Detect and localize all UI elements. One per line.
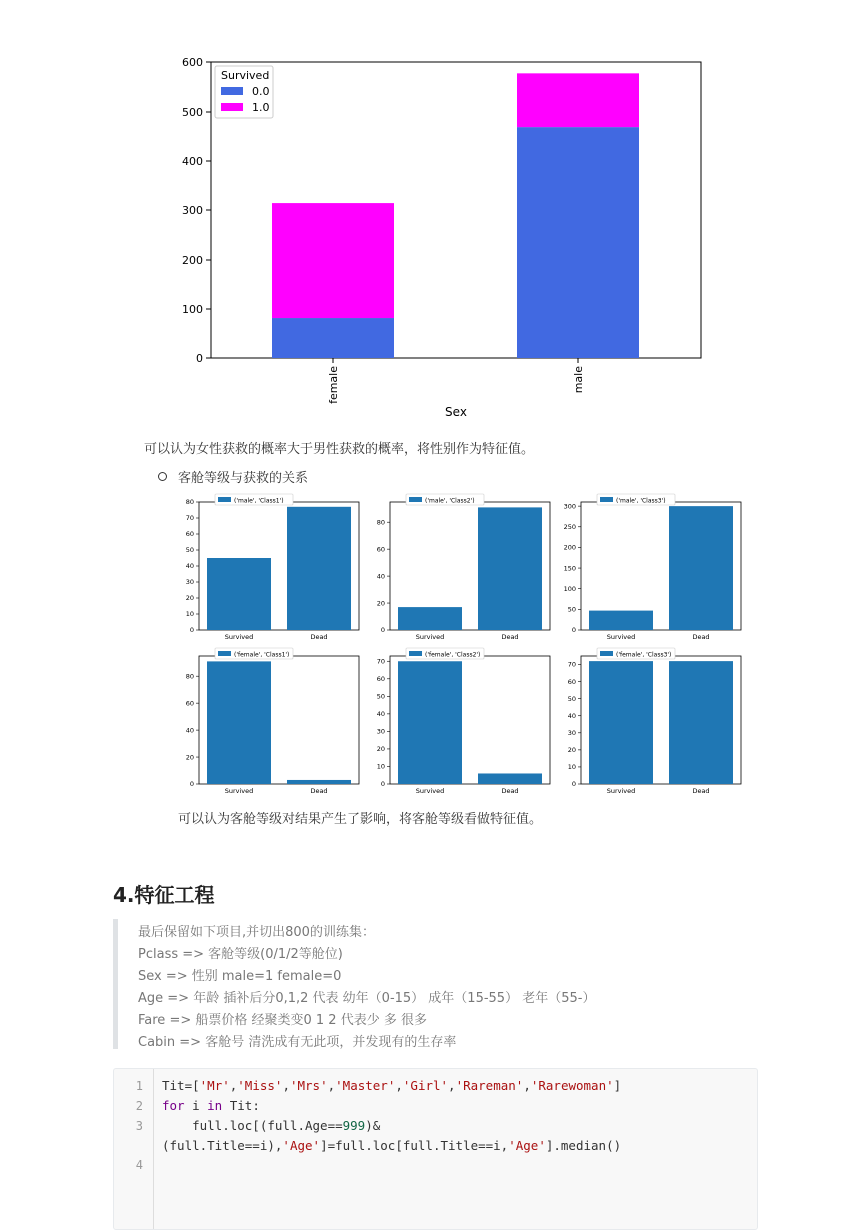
small-xtick: Survived: [224, 633, 254, 641]
quote-line: Fare => 船票价格 经聚类变0 1 2 代表少 多 很多: [138, 1013, 427, 1028]
legend-label-0: 0.0: [252, 85, 270, 98]
small-legend-swatch: [409, 497, 422, 502]
small-ytick: 20: [567, 746, 576, 755]
small-bar: [287, 780, 351, 784]
y-axis: [182, 56, 211, 365]
small-ytick: 30: [185, 578, 194, 587]
ytick: 500: [182, 106, 203, 119]
quote-line: Age => 年龄 插补后分0,1,2 代表 幼年（0-15） 成年（15-55） 老年（55-）: [138, 991, 596, 1006]
survival-by-sex-chart: [0, 0, 868, 430]
small-ytick: 20: [185, 753, 194, 762]
small-ytick: 60: [567, 677, 576, 686]
small-ytick: 80: [376, 518, 385, 527]
small-ytick: 70: [376, 657, 385, 666]
small-ytick: 150: [563, 564, 576, 573]
small-legend-swatch: [218, 497, 231, 502]
small-ytick: 70: [185, 514, 194, 523]
small-bar: [398, 607, 462, 630]
code-line-1: Tit=['Mr','Miss','Mrs','Master','Girl','Rareman','Rarewoman']: [162, 1078, 622, 1093]
code-line-3: full.loc[(full.Age==999)&: [162, 1118, 381, 1133]
line-number: 4: [135, 1158, 143, 1172]
small-ytick: 200: [563, 543, 576, 552]
small-bar: [669, 661, 733, 784]
small-ytick: 60: [185, 530, 194, 539]
conclusion-sex: 可以认为女性获救的概率大于男性获救的概率，将性别作为特征值。: [144, 442, 535, 457]
bars: [272, 73, 639, 358]
small-ytick: 10: [376, 762, 385, 771]
small-legend-label: ('female', 'Class3'): [616, 651, 672, 659]
ytick: 100: [182, 303, 203, 316]
small-legend-swatch: [600, 497, 613, 502]
quote-line: Sex => 性别 male=1 female=0: [138, 969, 342, 984]
small-ytick: 100: [563, 584, 576, 593]
small-bar: [398, 661, 462, 784]
small-xtick: Dead: [310, 633, 328, 641]
small-ytick: 60: [376, 545, 385, 554]
small-ytick: 30: [376, 727, 385, 736]
quote-line: Pclass => 客舱等级(0/1/2等舱位): [138, 947, 343, 962]
small-legend-swatch: [409, 651, 422, 656]
small-ytick: 20: [185, 594, 194, 603]
small-bar: [207, 661, 271, 784]
line-number: 1: [135, 1079, 143, 1093]
xtick-male: male: [572, 366, 585, 394]
ytick: 300: [182, 204, 203, 217]
small-ytick: 50: [567, 694, 576, 703]
bar-female-1: [272, 203, 394, 318]
small-xtick: Survived: [224, 787, 254, 795]
legend-swatch-1: [221, 103, 243, 111]
section-heading: 4.特征工程: [113, 883, 215, 907]
legend-title: Survived: [221, 69, 270, 82]
small-ytick: 300: [563, 502, 576, 511]
line-number-gutter: [114, 1069, 154, 1229]
code-block[interactable]: [113, 1068, 758, 1230]
small-xtick: Survived: [415, 633, 445, 641]
small-ytick: 60: [185, 699, 194, 708]
x-axis-label: Sex: [445, 405, 467, 419]
bar-male-1: [517, 73, 639, 127]
small-ytick: 0: [380, 780, 385, 789]
small-bar: [478, 773, 542, 784]
small-ytick: 0: [189, 626, 194, 635]
small-ytick: 40: [376, 710, 385, 719]
line-number: 2: [135, 1099, 143, 1113]
line-number: 3: [135, 1119, 143, 1133]
small-xtick: Dead: [501, 633, 519, 641]
bar-female-0: [272, 318, 394, 358]
small-xtick: Dead: [501, 787, 519, 795]
conclusion-class: 可以认为客舱等级对结果产生了影响，将客舱等级看做特征值。: [178, 812, 543, 827]
bullet-class-relation: 客舱等级与获救的关系: [178, 471, 309, 486]
small-bar: [589, 611, 653, 630]
small-ytick: 40: [567, 711, 576, 720]
small-ytick: 50: [567, 605, 576, 614]
small-xtick: Survived: [606, 787, 636, 795]
small-ytick: 20: [376, 745, 385, 754]
small-ytick: 10: [185, 610, 194, 619]
small-ytick: 50: [185, 546, 194, 555]
ytick: 600: [182, 56, 203, 69]
small-ytick: 40: [376, 572, 385, 581]
small-ytick: 0: [571, 626, 576, 635]
legend-label-1: 1.0: [252, 101, 270, 114]
quote-line: 最后保留如下项目,并切出800的训练集：: [138, 925, 375, 940]
small-legend-label: ('male', 'Class3'): [616, 497, 666, 505]
small-xtick: Survived: [606, 633, 636, 641]
small-ytick: 0: [189, 780, 194, 789]
legend-swatch-0: [221, 87, 243, 95]
small-ytick: 40: [185, 726, 194, 735]
small-bar: [478, 507, 542, 630]
ytick: 200: [182, 254, 203, 267]
small-ytick: 10: [567, 763, 576, 772]
bullet-marker: [158, 472, 167, 481]
small-xtick: Dead: [692, 787, 710, 795]
small-legend-label: ('male', 'Class1'): [234, 497, 284, 505]
xtick-female: female: [327, 366, 340, 404]
small-ytick: 80: [185, 672, 194, 681]
class-survival-small-charts: [0, 488, 868, 800]
small-ytick: 60: [376, 674, 385, 683]
code-line-2: for i in Tit:: [162, 1098, 260, 1113]
small-ytick: 250: [563, 522, 576, 531]
code-line-3-wrap: (full.Title==i),'Age']=full.loc[full.Title==i,'Age'].median(): [162, 1138, 622, 1153]
small-ytick: 80: [185, 498, 194, 507]
small-xtick: Survived: [415, 787, 445, 795]
small-ytick: 70: [567, 660, 576, 669]
small-ytick: 0: [571, 780, 576, 789]
ytick: 0: [196, 352, 203, 365]
small-bar: [287, 507, 351, 630]
small-legend-label: ('female', 'Class2'): [425, 651, 481, 659]
small-legend-label: ('female', 'Class1'): [234, 651, 290, 659]
small-legend-swatch: [600, 651, 613, 656]
x-axis: [327, 358, 585, 419]
small-xtick: Dead: [692, 633, 710, 641]
legend: [215, 66, 273, 118]
small-bar: [207, 558, 271, 630]
small-legend-swatch: [218, 651, 231, 656]
quote-line: Cabin => 客舱号 清洗成有无此项，并发现有的生存率: [138, 1035, 457, 1050]
blockquote: [113, 919, 758, 1049]
small-ytick: 0: [380, 626, 385, 635]
small-xtick: Dead: [310, 787, 328, 795]
ytick: 400: [182, 155, 203, 168]
small-ytick: 50: [376, 692, 385, 701]
small-ytick: 30: [567, 729, 576, 737]
small-legend-label: ('male', 'Class2'): [425, 497, 475, 505]
small-ytick: 40: [185, 562, 194, 571]
bar-male-0: [517, 127, 639, 358]
small-bar: [589, 661, 653, 784]
small-bar: [669, 506, 733, 630]
small-ytick: 20: [376, 599, 385, 608]
